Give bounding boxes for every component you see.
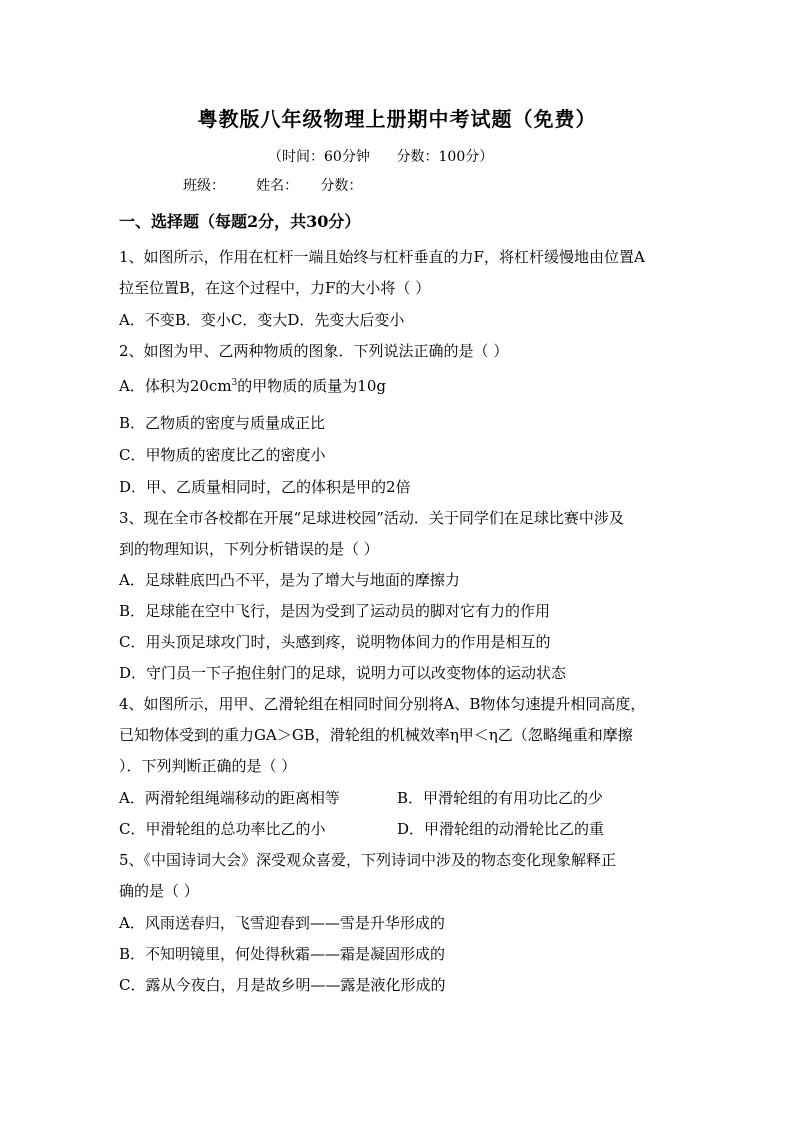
q1-stem-line1: 1、如图所示，作用在杠杆一端且始终与杠杆垂直的力F，将杠杆缓慢地由位置A	[119, 248, 645, 266]
q2-option-c: C．甲物质的密度比乙的密度小	[119, 446, 326, 464]
q4-stem-line1: 4、如图所示，用甲、乙滑轮组在相同时间分别将A、B物体匀速提升相同高度，	[119, 695, 646, 713]
q2-option-a-pre: A．体积为20cm	[119, 377, 232, 395]
student-info-line: 班级： 姓名： 分数：	[183, 178, 363, 194]
q3-stem-line1: 3、现在全市各校都在开展“足球进校园”活动．关于同学们在足球比赛中涉及	[119, 509, 624, 527]
q2-option-a-post: 的甲物质的质量为10g	[237, 377, 386, 395]
q2-option-b: B．乙物质的密度与质量成正比	[119, 414, 326, 432]
q4-option-d: D．甲滑轮组的动滑轮比乙的重	[397, 820, 605, 838]
q5-stem-line2: 确的是（ ）	[119, 882, 199, 900]
q3-option-c: C．用头顶足球攻门时，头感到疼，说明物体间力的作用是相互的	[119, 633, 551, 651]
section-heading-choice: 一、选择题（每题2分，共30分）	[119, 212, 361, 231]
q4-option-c: C．甲滑轮组的总功率比乙的小	[119, 820, 326, 838]
page-title: 粤教版八年级物理上册期中考试题（免费）	[197, 107, 597, 131]
q4-option-a: A．两滑轮组绳端移动的距离相等	[119, 789, 340, 807]
q2-option-d: D．甲、乙质量相同时，乙的体积是甲的2倍	[119, 478, 411, 496]
q5-option-a: A．风雨送春归，飞雪迎春到——雪是升华形成的	[119, 914, 445, 932]
q1-stem-line2: 拉至位置B，在这个过程中，力F的大小将（ ）	[119, 279, 431, 297]
exam-time-score: （时间：60分钟 分数：100分）	[268, 149, 494, 165]
q2-option-a-sup: 3	[231, 378, 238, 388]
q2-stem: 2、如图为甲、乙两种物质的图象．下列说法正确的是（ ）	[119, 342, 509, 360]
q3-option-a: A．足球鞋底凹凸不平，是为了增大与地面的摩擦力	[119, 571, 460, 589]
q5-option-b: B．不知明镜里，何处得秋霜——霜是凝固形成的	[119, 945, 446, 963]
q3-option-b: B．足球能在空中飞行，是因为受到了运动员的脚对它有力的作用	[119, 602, 551, 620]
q5-option-c: C．露从今夜白，月是故乡明——露是液化形成的	[119, 976, 446, 994]
q3-option-d: D．守门员一下子抱住射门的足球，说明力可以改变物体的运动状态	[119, 664, 567, 682]
q3-stem-line2: 到的物理知识，下列分析错误的是（ ）	[119, 540, 379, 558]
q4-stem-line2: 已知物体受到的重力GA＞GB，滑轮组的机械效率η甲＜η乙（忽略绳重和摩擦	[119, 726, 633, 744]
q4-option-b: B．甲滑轮组的有用功比乙的少	[397, 789, 604, 807]
q1-options: A．不变B．变小C．变大D．先变大后变小	[119, 311, 405, 329]
q5-stem-line1: 5、《中国诗词大会》深受观众喜爱，下列诗词中涉及的物态变化现象解释正	[119, 851, 617, 869]
q4-stem-line3: ）．下列判断正确的是（ ）	[119, 757, 297, 775]
q2-option-a	[119, 375, 386, 396]
